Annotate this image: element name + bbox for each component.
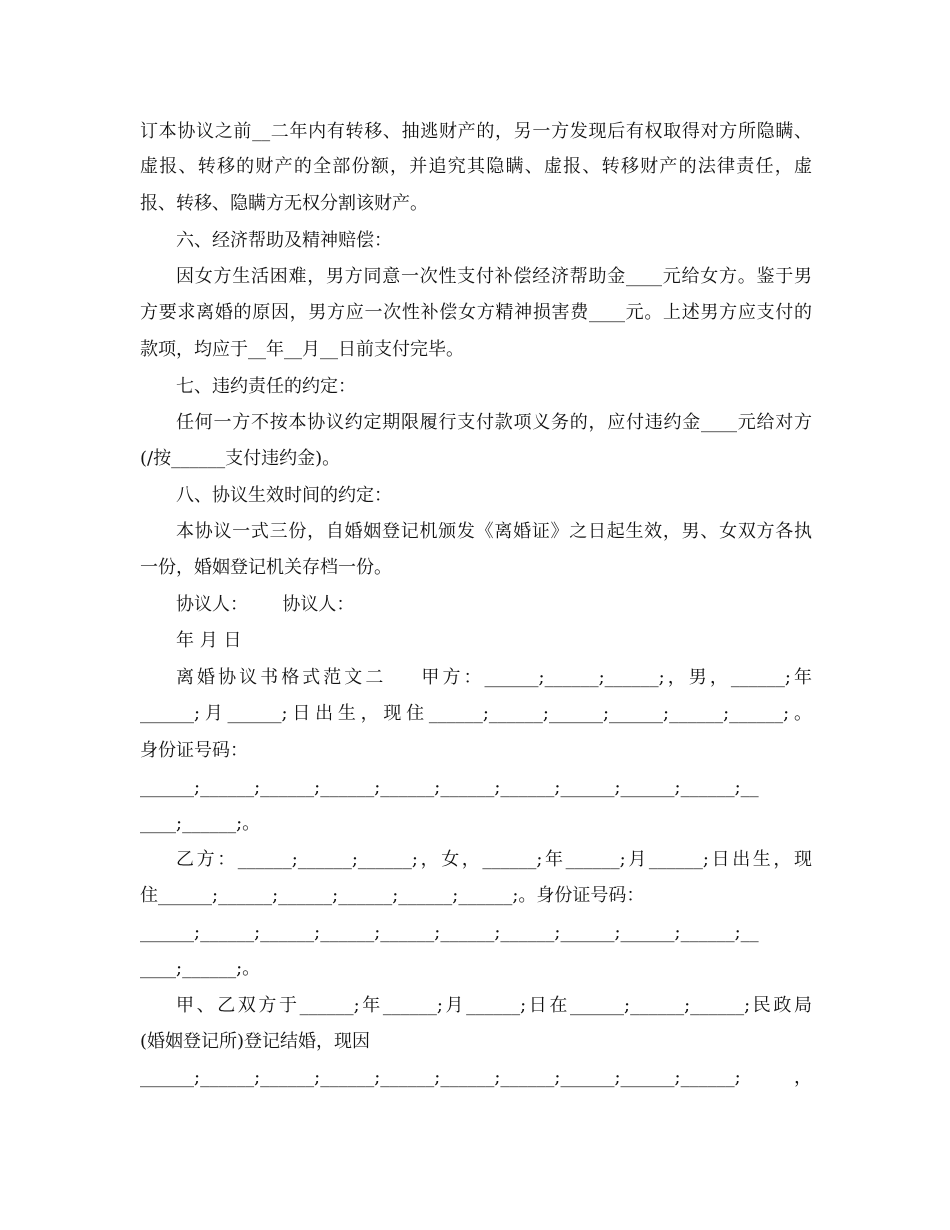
text-line: ______;______;______;______;______;______;______;______;______;______;__ — [140, 922, 759, 943]
text-line: 因女方生活困难，男方同意一次性支付补偿经济帮助金____元给女方。鉴于男 — [176, 266, 812, 287]
text-line: 方要求离婚的原因，男方应一次性补偿女方精神损害费____元。上述男方应支付的 — [140, 302, 812, 323]
text-line: 报、转移、隐瞒方无权分割该财产。 — [140, 193, 428, 214]
text-line: ______;______;______;______;______;______;______;______;______;______;__ — [140, 777, 759, 798]
text-line: 一份，婚姻登记机关存档一份。 — [140, 557, 392, 578]
text-line: 任何一方不按本协议约定期限履行支付款项义务的，应付违约金____元给对方 — [176, 412, 812, 433]
text-line: 款项，均应于__年__月__日前支付完毕。 — [140, 339, 464, 360]
text-line: ______;月______;日出生，现住______;______;______;______;______;______;。 — [140, 703, 812, 724]
text-line: 乙方：______;______;______;，女，______;年______;月______;日出生，现 — [176, 849, 812, 870]
section-heading: 七、违约责任的约定： — [176, 376, 356, 397]
signature-line: 协议人： 协议人： — [176, 594, 355, 615]
text-line: (婚姻登记所)登记结婚，现因 — [140, 1031, 371, 1052]
section-heading: 六、经济帮助及精神赔偿： — [176, 230, 392, 251]
text-line: 住______;______;______;______;______;______;。身份证号码： — [140, 885, 645, 906]
text-line: ____;______;。 — [140, 813, 261, 834]
text-line: 虚报、转移的财产的全部份额，并追究其隐瞒、虚报、转移财产的法律责任，虚 — [140, 156, 812, 177]
section-heading: 八、协议生效时间的约定： — [176, 485, 392, 506]
text-line: 甲、乙双方于______;年______;月______;日在______;______;______;民政局 — [176, 995, 812, 1016]
text-line: 订本协议之前__二年内有转移、抽逃财产的，另一方发现后有权取得对方所隐瞒、 — [140, 121, 812, 142]
text-line: ______;______;______;______;______;______;______;______;______;______;， — [140, 1067, 812, 1088]
text-line: 本协议一式三份，自婚姻登记机颁发《离婚证》之日起生效，男、女双方各执 — [176, 521, 812, 542]
text-line: (/按______支付违约金)。 — [140, 448, 341, 469]
text-line: 身份证号码： — [140, 740, 248, 761]
date-line: 年 月 日 — [176, 630, 242, 651]
text-line: ____;______;。 — [140, 958, 261, 979]
text-line: 离婚协议书格式范文二 甲方：______;______;______;，男，______;年 — [176, 667, 812, 688]
